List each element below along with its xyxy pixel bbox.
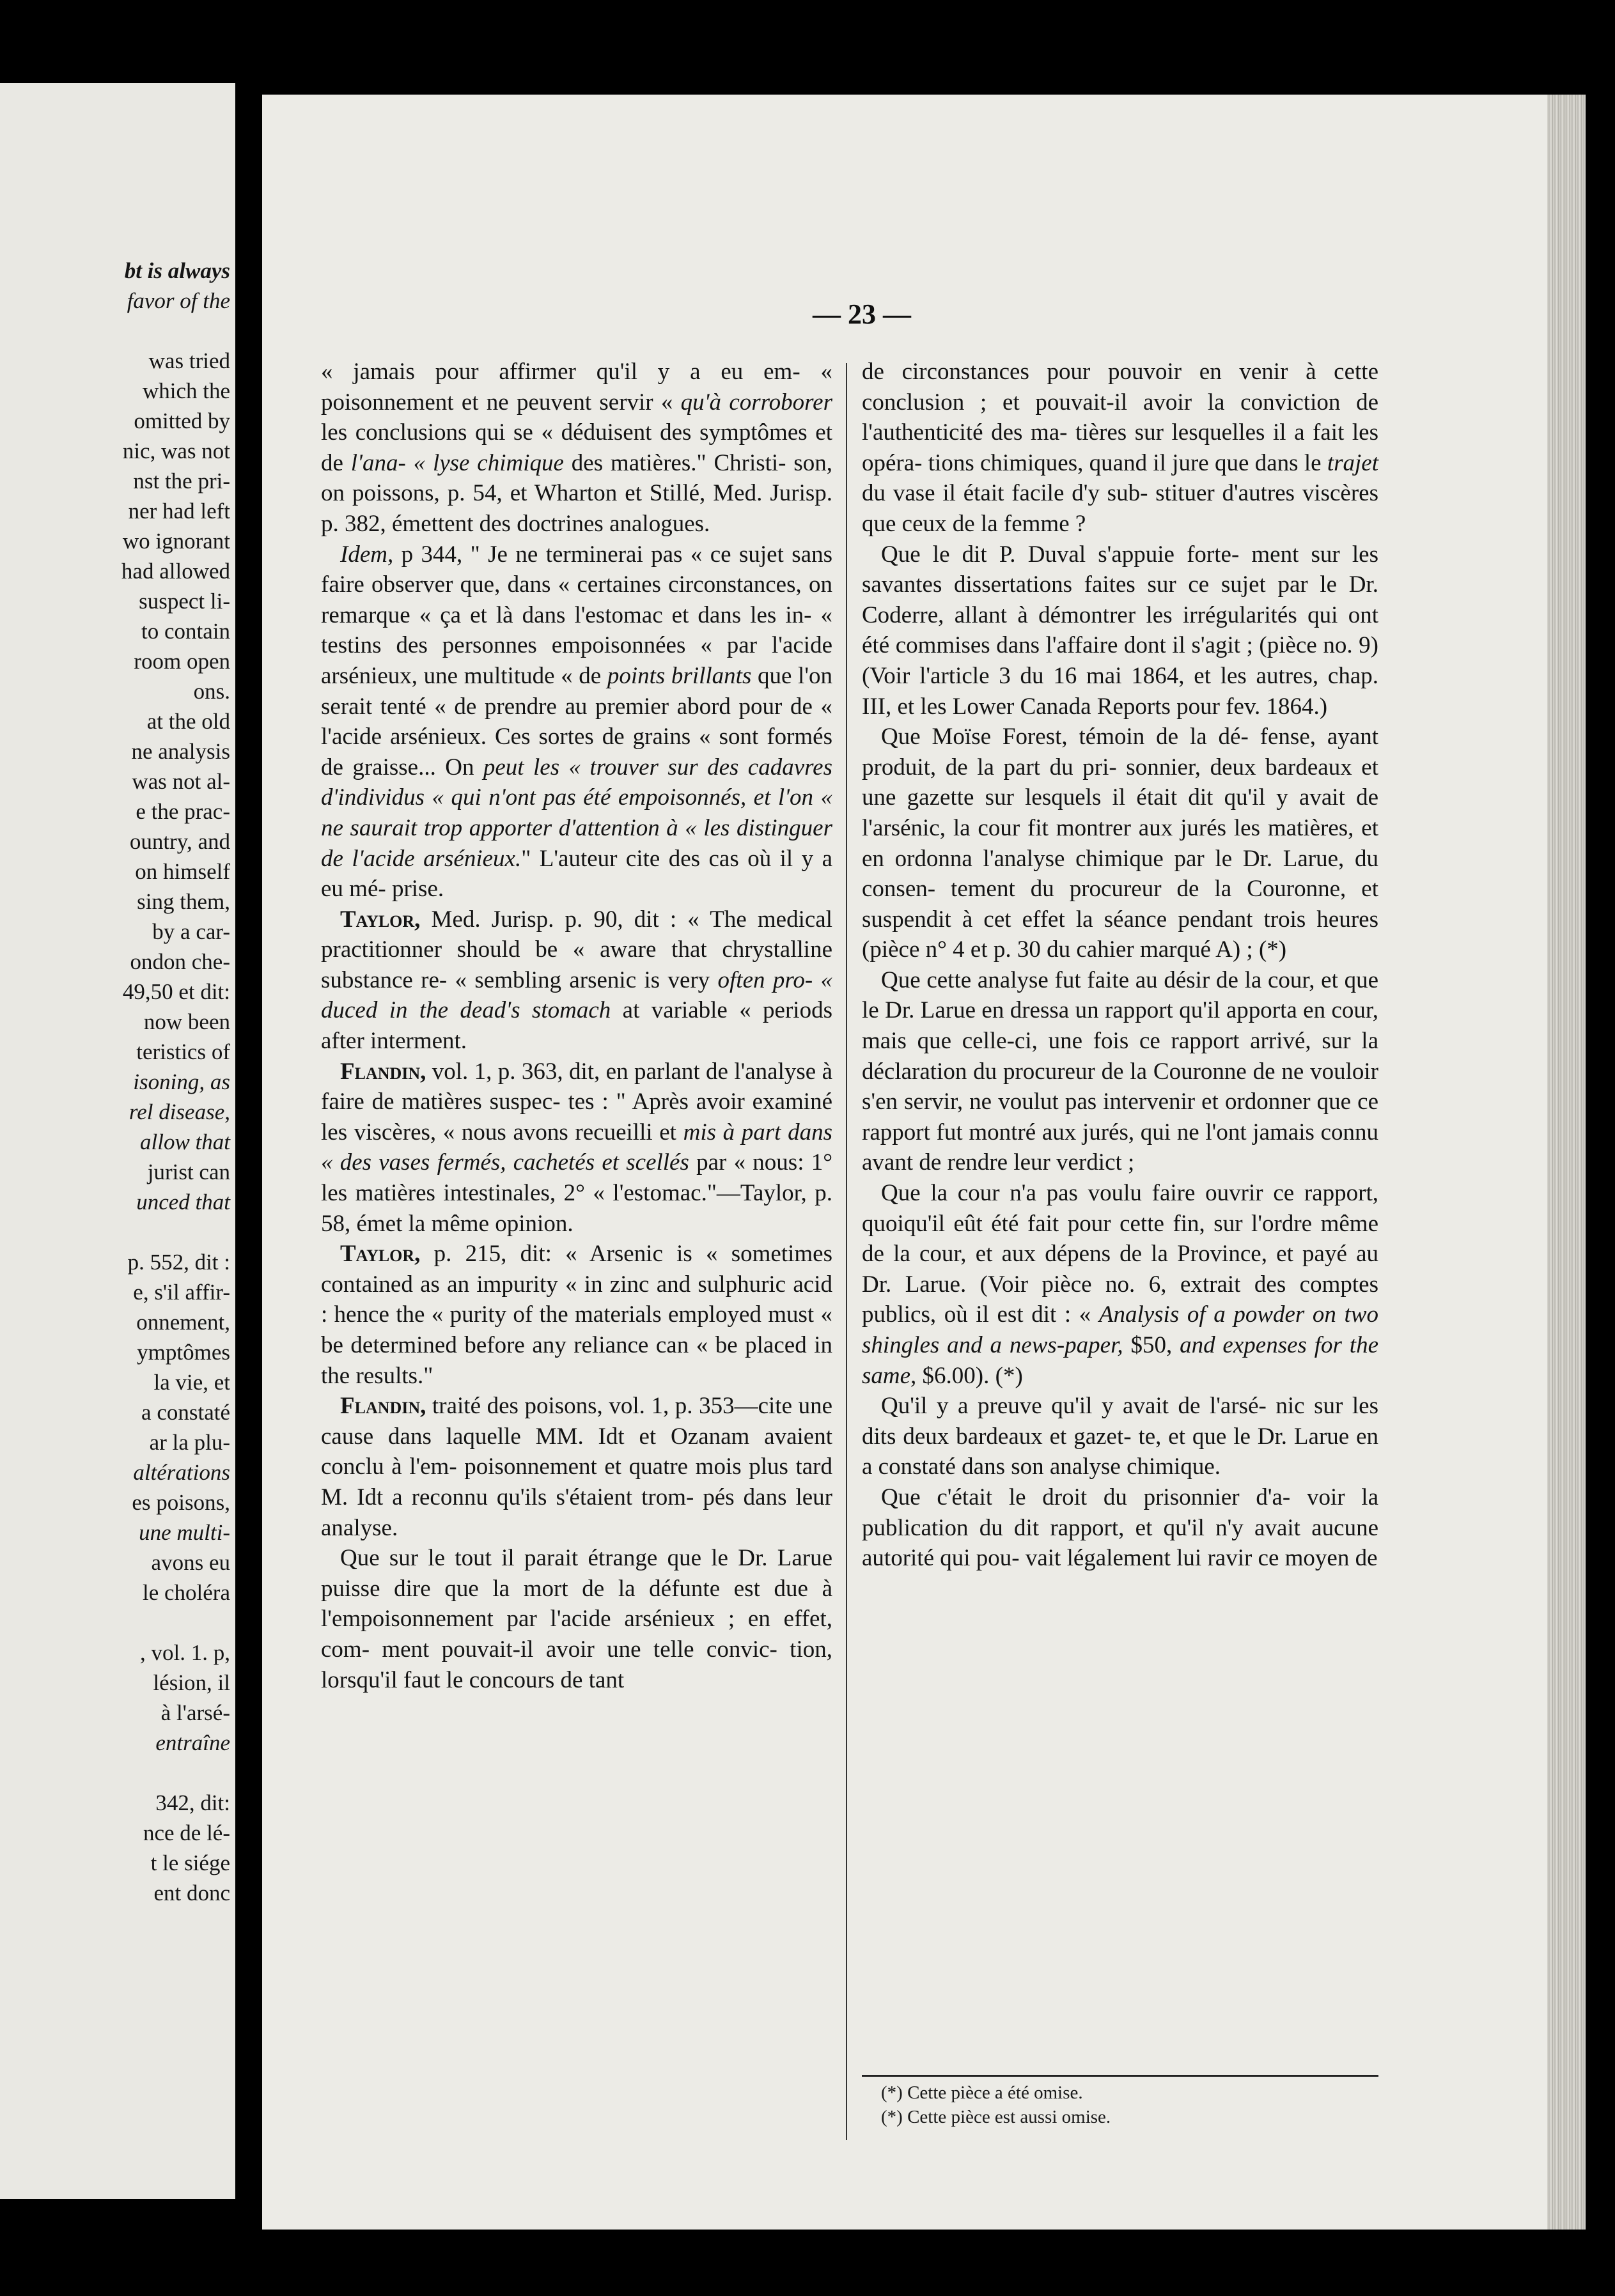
fragment-line: favor of the <box>127 288 230 313</box>
fragment-line: room open <box>134 649 230 674</box>
fragment-line: jurist can <box>147 1160 230 1184</box>
fragment-line: ar la plu- <box>149 1430 230 1455</box>
text-run: traité des poisons, vol. 1, p. 353—cite une cause dans laquelle MM. Idt et Ozanam avaient conclu à l'em- poisonnement et quatre mois plus tard M. Idt a reconnu qu'ils s'étaient trom- pés dans leur analyse. <box>321 1393 832 1541</box>
paragraph <box>862 965 1378 1178</box>
fragment-line: ountry, and <box>129 829 230 854</box>
text-column-right <box>862 357 1378 1574</box>
italic-text: mis à part dans « des vases fermés, cachetés et scellés <box>321 1119 832 1176</box>
italic-text: Idem, <box>340 541 394 568</box>
text-run: Qu'il y a preuve qu'il y avait de l'arsé- nic sur les dits deux bardeaux et gazet- te, et que le Dr. Larue en a constaté dans son analyse chimique. <box>862 1393 1378 1480</box>
fragment-line: à l'arsé- <box>160 1700 230 1725</box>
text-run: " L'auteur cite des cas où il y a eu mé- prise. <box>321 845 832 903</box>
fragment-line: une multi- <box>139 1520 230 1545</box>
fragment-line: omitted by <box>134 408 230 433</box>
text-run: du vase il était facile d'y sub- stituer d'autres viscères que ceux de la femme ? <box>862 480 1378 537</box>
fragment-line: lésion, il <box>153 1670 230 1695</box>
text-run: Que Moïse Forest, témoin de la dé- fense, ayant produit, de la part du pri- sonnier, deux bardeaux et une gazette sur lesquels il était dit qu'il y avait de l'arsénic, la cour fit montrer aux jurés les matières, et en ordonna l'analyse chimique par le Dr. Larue, du consen- tement du procureur de la Couronne, et suspendit à cet effet la séance pendant trois heures (pièce n° 4 et p. 30 du cahier marqué A) ; (*) <box>862 724 1378 963</box>
paragraph <box>862 357 1378 539</box>
fragment-line: teristics of <box>136 1039 230 1064</box>
paragraph <box>862 539 1378 722</box>
text-run: les conclusions qui se « déduisent des symptômes et de <box>321 419 832 476</box>
paragraph <box>862 722 1378 965</box>
page-edge <box>1547 95 1586 2230</box>
fragment-line: ne analysis <box>131 739 230 764</box>
text-run: Que sur le tout il parait étrange que le Dr. Larue puisse dire que la mort de la défunte est due à l'empoisonnement par l'acide arsénieux ; en effet, com- ment pouvait-il avoir une telle convic- tion, lorsqu'il faut le concours de tant <box>321 1545 832 1693</box>
fragment-line: unced that <box>136 1190 230 1214</box>
text-run: $50, <box>1123 1332 1180 1358</box>
paragraph <box>321 357 832 539</box>
paragraph <box>321 539 832 904</box>
fragment-line: nst the pri- <box>133 469 230 493</box>
paragraph <box>321 1543 832 1695</box>
paragraph <box>862 1178 1378 1391</box>
fragment-line: es poisons, <box>132 1490 230 1515</box>
fragment-line: , vol. 1. p, <box>140 1640 230 1665</box>
fragment-line: onnement, <box>136 1310 230 1335</box>
fragment-line: ner had left <box>128 499 230 524</box>
fragment-line: p. 552, dit : <box>127 1250 230 1275</box>
text-run: p 344, " Je ne terminerai pas « ce sujet sans faire observer que, dans « certaines circonstances, on remarque « ça et là dans l'estomac et dans les in- « testins des personnes empoisonnées « par l'acide arsénieux, une multitude « de <box>321 541 832 689</box>
text-run: « jamais pour affirmer qu'il y a eu em- « poisonnement et ne peuvent servir « <box>321 359 832 415</box>
fragment-line: e, s'il affir- <box>133 1280 230 1305</box>
fragment-line: avons eu <box>151 1550 230 1575</box>
italic-text: trajet <box>1327 449 1378 476</box>
text-run: Que la cour n'a pas voulu faire ouvrir ce rapport, quoiqu'il eût été fait pour cette fin, sur l'ordre même de la cour, et aux dépens de la Province, et payé au Dr. Larue. (Voir pièce no. 6, extrait des comptes publics, où il est dit : « <box>862 1180 1378 1328</box>
italic-text: and expenses for the same, <box>862 1332 1378 1389</box>
author-name: Taylor, <box>340 1241 421 1268</box>
fragment-line: bt is always <box>124 258 230 283</box>
text-run: Que cette analyse fut faite au désir de la cour, et que le Dr. Larue en dressa un rapport qu'il apporta en cour, mais que celle-ci, une fois ce rapport arrivé, sur la déclaration du procureur de la Couronne de ne vouloir s'en servir, ne voulut pas intervenir et ordonner que ce rapport fut montré aux jurés, qui ne l'ont jamais connu avant de rendre leur verdict ; <box>862 966 1378 1176</box>
fragment-line: ymptômes <box>137 1340 230 1365</box>
paragraph <box>321 904 832 1057</box>
italic-text: Analysis of a powder on two shingles and a news-paper, <box>862 1301 1378 1358</box>
footnotes <box>862 2075 1378 2129</box>
author-name: Flandin, <box>340 1058 426 1085</box>
text-run: Que c'était le droit du prisonnier d'a- voir la publication du dit rapport, et qu'il n'y avait aucune autorité qui pou- vait légalement lui ravir ce moyen de <box>862 1484 1378 1572</box>
italic-text: peut les « trouver sur des cadavres d'individus « qui n'ont pas été empoisonnés, et l'on « ne saurait trop apporter d'attention à « les distinguer de l'acide arsénieux. <box>321 754 832 872</box>
italic-text: l'ana- « lyse chimique <box>350 449 564 476</box>
fragment-line: on himself <box>135 859 230 884</box>
fragment-line: entraîne <box>155 1730 230 1755</box>
italic-text: often pro- « duced in the dead's stomach <box>321 966 832 1024</box>
author-name: Taylor, <box>340 906 421 933</box>
footnote-rule <box>862 2075 1378 2077</box>
paragraph <box>321 1239 832 1391</box>
fragment-line: t le siége <box>150 1850 230 1875</box>
fragment-line: nic, was not <box>122 438 230 463</box>
fragment-line: altérations <box>133 1460 230 1485</box>
fragment-line: which the <box>142 378 230 403</box>
fragment-line: a constaté <box>141 1400 230 1425</box>
fragment-line: now been <box>143 1009 230 1034</box>
text-run: par « nous: 1° les matières intestinales, 2° « l'estomac."—Taylor, p. 58, émet la même opinion. <box>321 1149 832 1237</box>
fragment-line: by a car- <box>152 919 230 944</box>
text-run: at variable « periods after interment. <box>321 997 832 1055</box>
fragment-line: suspect li- <box>139 589 230 614</box>
fragment-line: ent donc <box>153 1881 230 1905</box>
text-run: de circonstances pour pouvoir en venir à cette conclusion ; et pouvait-il avoir la conviction de l'authenticité des ma- tières sur lesquelles il a fait les opéra- tions chimiques, quand il jure que dans le <box>862 359 1378 476</box>
italic-text: qu'à corroborer <box>680 389 833 415</box>
author-name: Flandin, <box>340 1393 426 1420</box>
fragment-line: nce de lé- <box>143 1820 230 1845</box>
footnote-2: (*) Cette pièce est aussi omise. <box>881 2107 1111 2127</box>
paragraph <box>321 1391 832 1543</box>
fragment-line: wo ignorant <box>122 529 230 554</box>
fragment-line: 49,50 et dit: <box>122 979 230 1004</box>
fragment-line: isoning, as <box>133 1069 230 1094</box>
fragment-line: was not al- <box>132 769 230 794</box>
fragment-line: rel disease, <box>129 1099 230 1124</box>
fragment-line: ons. <box>193 679 230 704</box>
text-run: vol. 1, p. 363, dit, en parlant de l'analyse à faire de matières suspec- tes : " Après avoir examiné les viscères, « nous avons recueilli et <box>321 1058 832 1145</box>
text-run: Med. Jurisp. p. 90, dit : « The medical practitionner should be « aware that chrystalline substance re- « sembling arsenic is very <box>321 906 832 993</box>
fragment-line: 342, dit: <box>155 1790 230 1815</box>
page-number: — 23 — <box>813 299 911 330</box>
italic-text: points brillants <box>607 662 752 689</box>
fragment-line: sing them, <box>137 889 230 914</box>
fragment-line: e the prac- <box>136 799 230 824</box>
paragraph <box>862 1391 1378 1482</box>
fragment-line: la vie, et <box>153 1370 230 1395</box>
fragment-line: at the old <box>146 709 230 734</box>
column-divider <box>846 363 847 2140</box>
fragment-line: to contain <box>141 619 230 644</box>
previous-page-fragment <box>0 83 235 2199</box>
paragraph <box>321 1057 832 1239</box>
text-run: p. 215, dit: « Arsenic is « sometimes contained as an impurity « in zinc and sulphuric acid : hence the « purity of the materials employed must « be determined before any reliance can « be placed in the results." <box>321 1241 832 1389</box>
fragment-line: ondon che- <box>130 949 230 974</box>
footnote-1: (*) Cette pièce a été omise. <box>881 2083 1083 2103</box>
text-run: Que le dit P. Duval s'appuie forte- ment sur les savantes dissertations faites sur ce sujet par le Dr. Coderre, allant à démontrer les irrégularités qui ont été commises dans l'affaire dont il s'agit ; (pièce no. 9) (Voir l'article 3 du 16 mai 1864, et les autres, chap. III, et les Lower Canada Reports pour fev. 1864.) <box>862 541 1378 720</box>
fragment-line: had allowed <box>121 559 230 584</box>
text-column-left <box>321 357 832 1695</box>
page <box>262 95 1586 2230</box>
text-run: $6.00). (*) <box>916 1362 1023 1389</box>
text-run: que l'on serait tenté « de prendre au premier abord pour de « l'acide arsénieux. Ces sortes de grains « sont formés de graisse... On <box>321 662 832 780</box>
fragment-line: was tried <box>148 348 230 373</box>
text-run: des matières." Christi- son, on poissons, p. 54, et Wharton et Stillé, Med. Jurisp. p. 382, émettent des doctrines analogues. <box>321 449 832 537</box>
fragment-line: le choléra <box>143 1580 230 1605</box>
paragraph <box>862 1482 1378 1574</box>
fragment-line: allow that <box>140 1129 230 1154</box>
